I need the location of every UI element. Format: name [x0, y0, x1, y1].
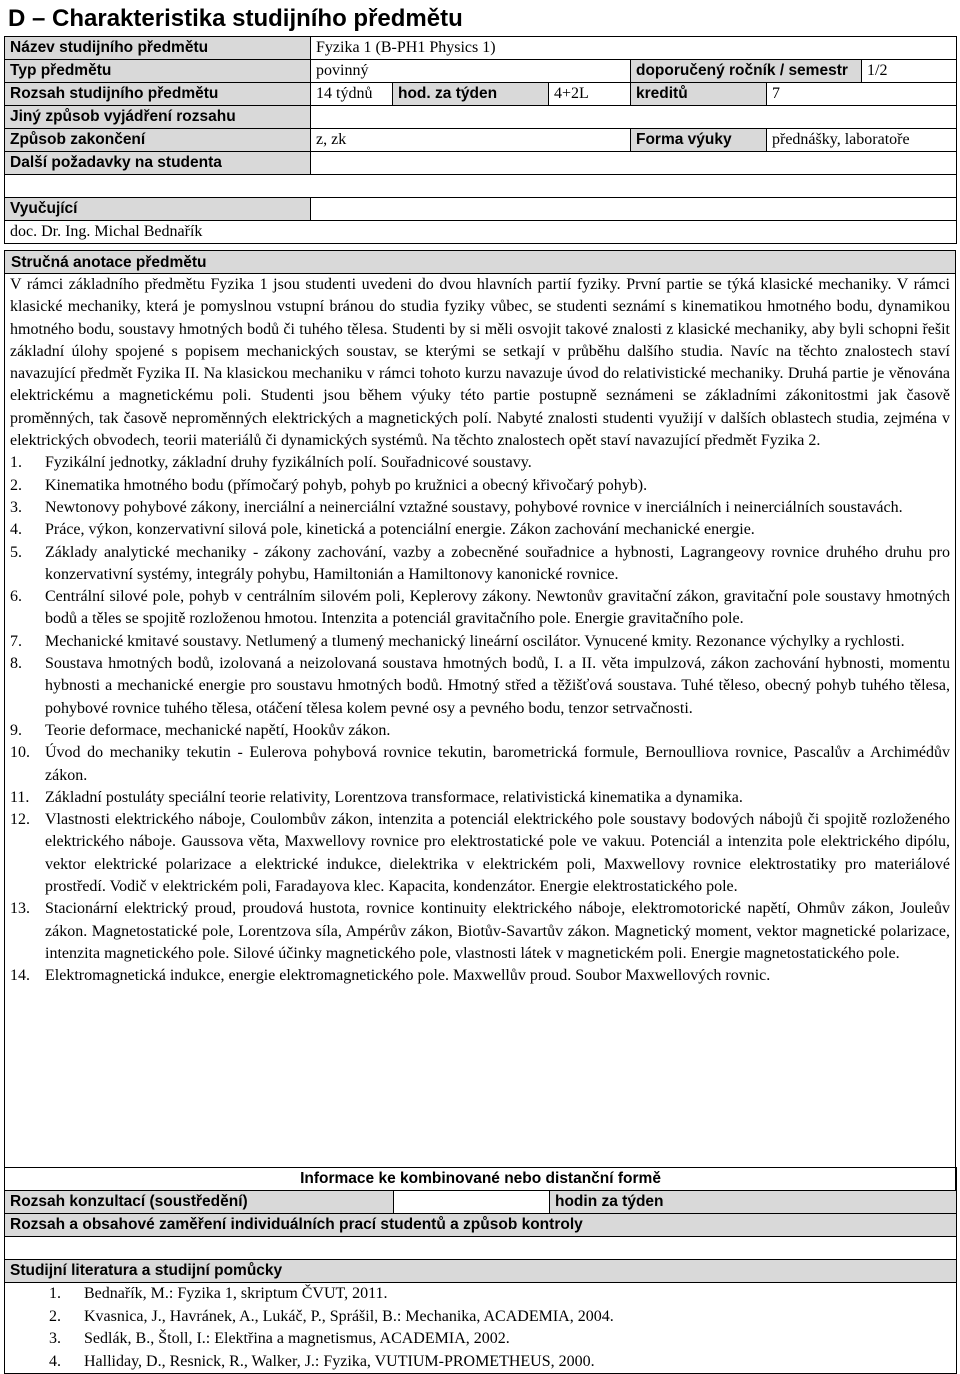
rocnik-value: 1/2: [862, 60, 957, 83]
topic-item-number: 14.: [10, 967, 30, 985]
forma-label: Forma výuky: [631, 129, 767, 152]
annotation-intro: V rámci základního předmětu Fyzika 1 jsou studenti uvedeni do dvou hlavních partií fyziky. První partie se týká klasické mechaniky. V rámci klasické mechaniky, která je pomyslnou vstupní bránou do studia fyziky vůbec, se studenti seznámí s kinematikou hmotného bodu, dynamikou hmotného bodu, soustavy hmotných bodů či tuhého tělesa. Studenti by si měli osvojit takové znalosti z klasické mechaniky, aby byli schopni řešit základní úlohy spojené s popisem mechanických soustav, se kterými se setkají v průběhu dalšího studia. Navíc na těchto znalostech staví navazující předmět Fyzika II. Na klasickou mechaniku v rámci tohoto kurzu navazuje úvod do relativistické mechaniky. Druhá partie je věnována elektrickému a magnetickému poli. Studenti jsou během výuky této partie postupně seznámeni se základními zákonitostmi jak časově proměnných, tak časově neproměnných elektrických a magnetických polí. Nabyté znalosti studenti využijí v dalších oblastech studia, zejména v elektrických obvodech, teorii materiálů či dynamických systémů. Na těchto znalostech opět staví navazující předmět Fyzika 2.: [10, 276, 950, 450]
topic-item: [10, 809, 950, 898]
row-literatura: [5, 1260, 957, 1283]
row-dalsi: [5, 152, 957, 175]
topic-item: [10, 898, 950, 965]
row-prace-blank: [5, 1237, 957, 1260]
rozsah-label: Rozsah studijního předmětu: [5, 83, 311, 106]
topic-item: [10, 497, 950, 519]
rozsah-value: 14 týdnů: [311, 83, 393, 106]
row-jiny: [5, 106, 957, 129]
literature-item-text: Bednařík, M.: Fyzika 1, skriptum ČVUT, 2011.: [84, 1285, 388, 1302]
literature-item-text: Kvasnica, J., Havránek, A., Lukáč, P., Sprášil, B.: Mechanika, ACADEMIA, 2004.: [84, 1307, 614, 1325]
konzultace-label: Rozsah konzultací (soustředění): [5, 1191, 394, 1214]
literature-item-number: 1.: [49, 1285, 61, 1302]
topic-item-text: Teorie deformace, mechanické napětí, Hookův zákon.: [45, 721, 391, 739]
row-vyucujici-name: [5, 221, 957, 244]
topic-item-text: Základní postuláty speciální teorie relativity, Lorentzova transformace, relativistická kinematika a dynamika.: [45, 788, 743, 806]
literatura-cell: [5, 1283, 957, 1374]
row-info-header: [5, 1168, 957, 1191]
topic-item-number: 2.: [10, 476, 22, 494]
nazev-label: Název studijního předmětu: [5, 37, 311, 60]
topic-item-number: 9.: [10, 721, 22, 739]
topic-item-text: Kinematika hmotného bodu (přímočarý pohyb, pohyb po kružnici a obecný křivočarý pohyb).: [45, 476, 648, 494]
rocnik-label: doporučený ročník / semestr: [631, 60, 862, 83]
topic-item: [10, 653, 950, 720]
topic-item-number: 5.: [10, 543, 22, 561]
literature-item: [49, 1351, 956, 1374]
topic-item-number: 1.: [10, 454, 22, 472]
topic-item-number: 4.: [10, 521, 22, 539]
topic-item: [10, 519, 950, 541]
typ-value: povinný: [311, 60, 631, 83]
topic-item: [10, 631, 950, 653]
dalsi-value: [311, 152, 957, 175]
literature-item: [49, 1306, 956, 1329]
hodin-label: hodin za týden: [550, 1191, 957, 1214]
literature-item: [49, 1328, 956, 1351]
topic-item-text: Elektromagnetická indukce, energie elektromagnetického pole. Maxwellův proud. Soubor Maxwellových rovnic.: [45, 967, 771, 985]
topic-item-number: 8.: [10, 655, 22, 673]
topic-item: [10, 720, 950, 742]
topic-item: [10, 542, 950, 587]
hod-value: 4+2L: [549, 83, 631, 106]
hod-label: hod. za týden: [393, 83, 549, 106]
literatura-label: Studijní literatura a studijní pomůcky: [5, 1260, 957, 1283]
zakonceni-value: z, zk: [311, 129, 631, 152]
distance-info-table: [4, 1167, 957, 1374]
typ-label: Typ předmětu: [5, 60, 311, 83]
row-konzultace: [5, 1191, 957, 1214]
topic-item-number: 12.: [10, 811, 30, 829]
topic-item-text: Stacionární elektrický proud, proudová hustota, rovnice kontinuity elektrického náboje, elektromotorické napětí, Ohmův zákon, Jouleův zákon. Magnetostatické pole, Lorentzova síla, Ampérův zákon, Biotův-Savartův zákon. Magnetický moment, vektor magnetické polarizace, intenzita magnetického pole. Silové účinky magnetického pole, vlastnosti látek v magnetickém poli. Energie magnetostatického pole.: [45, 900, 950, 962]
jiny-label: Jiný způsob vyjádření rozsahu: [5, 106, 311, 129]
kredit-label: kreditů: [631, 83, 767, 106]
literature-item-number: 3.: [49, 1330, 61, 1347]
topic-item: [10, 475, 950, 497]
literature-item-number: 2.: [49, 1307, 61, 1325]
row-prace: [5, 1214, 957, 1237]
topics-list: [10, 452, 950, 987]
page-title: D – Charakteristika studijního předmětu: [8, 5, 463, 32]
topic-item-number: 13.: [10, 900, 30, 918]
nazev-value: Fyzika 1 (B-PH1 Physics 1): [311, 37, 957, 60]
topic-item: [10, 452, 950, 474]
row-literatura-list: [5, 1283, 957, 1374]
topic-item-number: 3.: [10, 498, 22, 516]
topic-item-number: 6.: [10, 588, 22, 606]
row-blank: [5, 175, 957, 198]
topic-item-text: Soustava hmotných bodů, izolovaná a neizolovaná soustava hmotných bodů, I. a II. věta impulzová, zákon zachování hybnosti, momentu hybnosti a mechanické energie pro soustavu hmotných bodů. Hmotný střed a těžišťová soustava. Tuhé těleso, obecný pohyb tuhého tělesa, pohybové rovnice tuhého tělesa, otáčení tělesa kolem pevné osy a pevného bodu, tenzor setrvačnosti.: [45, 655, 950, 717]
course-info-table: [4, 36, 957, 244]
topic-item: [10, 586, 950, 631]
prace-value: [5, 1237, 957, 1260]
literature-item: [49, 1283, 956, 1306]
prace-label: Rozsah a obsahové zaměření individuálních prací studentů a způsob kontroly: [5, 1214, 957, 1237]
topic-item-text: Mechanické kmitavé soustavy. Netlumený a tlumený mechanický lineární oscilátor. Vynucené kmity. Rezonance výchylky a rychlosti.: [45, 632, 905, 650]
zakonceni-label: Způsob zakončení: [5, 129, 311, 152]
vyucujici-label: Vyučující: [5, 198, 311, 221]
topic-item: [10, 742, 950, 787]
topic-item: [10, 965, 950, 987]
topic-item-number: 11.: [10, 788, 30, 806]
topic-item-text: Centrální silové pole, pohyb v centrálním silovém poli, Keplerovy zákony. Newtonův gravitační zákon, gravitační pole soustavy hmotných bodů a těles se spojitě rozloženou hmotou. Intenzita a potenciál gravitačního pole. Energie gravitačního pole.: [45, 588, 950, 628]
forma-value: přednášky, laboratoře: [767, 129, 957, 152]
literature-list: [5, 1283, 956, 1373]
row-typ: [5, 60, 957, 83]
annotation-heading: Stručná anotace předmětu: [5, 251, 955, 274]
topic-item-text: Vlastnosti elektrického náboje, Coulombův zákon, intenzita a potenciál elektrického pole soustavy bodových nábojů či spojitě rozloženého elektrického náboje. Gaussova věta, Maxwellovy rovnice pro elektrostatické pole ve vakuu. Potenciál a intenzita pole elektrického dipólu, vektor elektrické polarizace a elektrické indukce, dielektrika v elektrickém poli, Maxwellovy rovnice elektrostatiky pro materiálové prostředí. Vodič v elektrickém poli, Faradayova klec. Kapacita, kondenzátor. Energie elektrostatického pole.: [45, 811, 950, 896]
topic-item-text: Úvod do mechaniky tekutin - Eulerova pohybová rovnice tekutin, barometrická formule, Bernoulliova rovnice, Pascalův a Archimédův zákon.: [45, 744, 950, 784]
topic-item-text: Fyzikální jednotky, základní druhy fyzikálních polí. Souřadnicové soustavy.: [45, 454, 532, 472]
literature-item-text: Halliday, D., Resnick, R., Walker, J.: Fyzika, VUTIUM-PROMETHEUS, 2000.: [84, 1352, 595, 1370]
blank-cell: [5, 175, 957, 198]
topic-item: [10, 787, 950, 809]
topic-item-text: Práce, výkon, konzervativní silová pole, kinetická a potenciální energie. Zákon zachování mechanické energie.: [45, 521, 755, 539]
vyucujici-spacer: [311, 198, 957, 221]
topic-item-text: Základy analytické mechaniky - zákony zachování, vazby a zobecněné souřadnice a hybnosti, Lagrangeovy rovnice druhého druhu pro konzervativní systémy, integrály pohybu, Hamiltonián a Hamiltonovy kanonické rovnice.: [45, 543, 950, 583]
row-zakonceni: [5, 129, 957, 152]
dalsi-label: Další požadavky na studenta: [5, 152, 311, 175]
topic-item-number: 10.: [10, 744, 30, 762]
literature-item-number: 4.: [49, 1352, 61, 1370]
konzultace-value: [394, 1191, 550, 1214]
annotation-body: [5, 274, 955, 988]
info-header: Informace ke kombinované nebo distanční formě: [5, 1168, 957, 1191]
kredit-value: 7: [767, 83, 957, 106]
topic-item-number: 7.: [10, 632, 22, 650]
row-vyucujici: [5, 198, 957, 221]
jiny-value: [311, 106, 957, 129]
vyucujici-name: doc. Dr. Ing. Michal Bednařík: [5, 221, 957, 244]
row-rozsah: [5, 83, 957, 106]
row-nazev: [5, 37, 957, 60]
literature-item-text: Sedlák, B., Štoll, I.: Elektřina a magnetismus, ACADEMIA, 2002.: [84, 1330, 510, 1347]
topic-item-text: Newtonovy pohybové zákony, inerciální a neinerciální vztažné soustavy, pohybové rovnice v inerciálních i neinerciálních soustavách.: [45, 498, 903, 516]
